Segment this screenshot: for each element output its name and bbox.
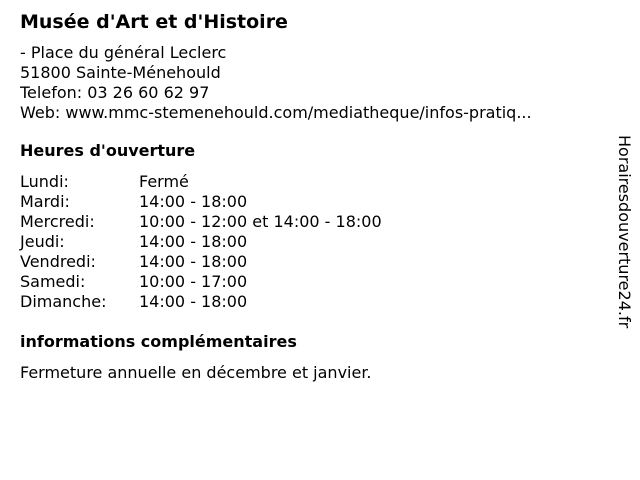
opening-hours-section	[20, 141, 600, 312]
additional-info-text: Fermeture annuelle en décembre et janvier.	[20, 363, 372, 382]
additional-info-section	[20, 332, 600, 383]
hours-day: Lundi:	[20, 172, 69, 191]
hours-day: Vendredi:	[20, 252, 96, 271]
hours-row	[20, 172, 382, 192]
additional-info-title: informations complémentaires	[20, 332, 297, 351]
web-link[interactable]: www.mmc-stemenehould.com/mediatheque/infos-pratiq...	[65, 103, 532, 122]
hours-time: 14:00 - 18:00	[139, 252, 248, 271]
address-block	[20, 43, 600, 83]
hours-day: Mercredi:	[20, 212, 95, 231]
hours-day: Dimanche:	[20, 292, 107, 311]
hours-row	[20, 212, 382, 232]
phone-row	[20, 83, 595, 103]
address-line-1: - Place du général Leclerc	[20, 43, 227, 62]
hours-time: 14:00 - 18:00	[139, 232, 248, 251]
place-name: Musée d'Art et d'Histoire	[20, 11, 288, 33]
content	[20, 10, 600, 383]
hours-row	[20, 232, 382, 252]
opening-hours-title: Heures d'ouverture	[20, 141, 196, 160]
site-watermark: Horairesdouverture24.fr	[615, 135, 634, 329]
hours-time: 14:00 - 18:00	[139, 292, 248, 311]
hours-day: Samedi:	[20, 272, 86, 291]
hours-row	[20, 252, 382, 272]
hours-time: 10:00 - 12:00 et 14:00 - 18:00	[139, 212, 382, 231]
contact-block	[20, 83, 600, 123]
phone-number[interactable]: 03 26 60 62 97	[87, 83, 210, 102]
hours-time: 14:00 - 18:00	[139, 192, 248, 211]
hours-day: Mardi:	[20, 192, 70, 211]
hours-row	[20, 192, 382, 212]
hours-time: Fermé	[139, 172, 189, 191]
hours-row	[20, 292, 382, 312]
web-label: Web:	[20, 103, 61, 122]
phone-label: Telefon:	[20, 83, 83, 102]
hours-row	[20, 272, 382, 292]
hours-day: Jeudi:	[20, 232, 65, 251]
opening-hours-table	[20, 172, 382, 312]
hours-time: 10:00 - 17:00	[139, 272, 248, 291]
address-line-2: 51800 Sainte-Ménehould	[20, 63, 221, 82]
web-row	[20, 103, 595, 123]
